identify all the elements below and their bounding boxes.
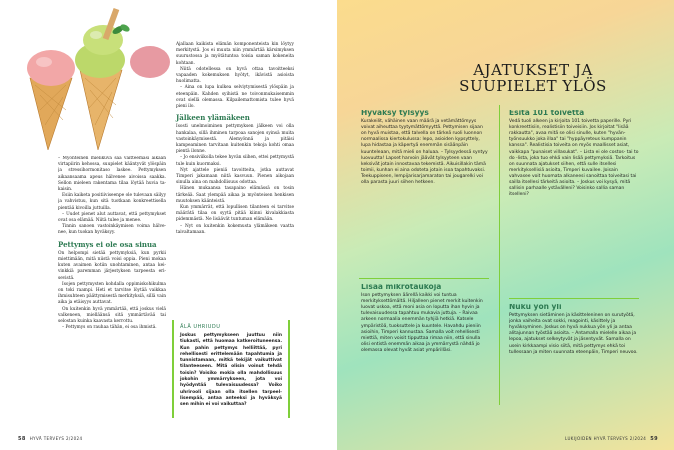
paragraph: – Myönteinen mielikuva saa väitteemäsi aikaan virtapiirin kehossa, suupielet kääntyvät ylöspäin ja stressihormonitaso laskee. Pettymyksen aikaansaama apeus hälvenee aivoissa saakka. Sellon mieleen rakentama tilaa löytää huvia takaisin.	[58, 156, 166, 193]
paragraph: – Jo ensiviikolla tekee hyvän siihen, ettei pettymystä tule kuin kuormaksi.	[176, 155, 294, 167]
vertical-divider	[499, 105, 500, 405]
section-heading: Pettymys ei ole osa sinua	[58, 239, 157, 249]
paragraph: Nyt ajattele pieniä tavoitteita, jotka auttavat Timperi jakamaan niitä kasvuun. Pienen aikojaan sinulla aina on mahdollisuus odottaa.	[176, 167, 294, 186]
page-title	[415, 62, 651, 94]
paragraph: – Aina on lupa kulkea selviytymisestä ylöspäin ja eteenpäin. Kahden syihistä ne toivonmukaisemmin ovat siellä olemassa. Kilpailemattomista tulee hyvä pieni ilo.	[176, 85, 294, 110]
footer-text: LUKIJOIDEN HYVÄ TERVEYS 2/2024	[565, 436, 647, 441]
callout-body: Joskus pettymykseen juuttuu niin tiukasti, että huomaa katkeroituneensa. Kun pahin pettymys helliittää, pyri rehellisesti erittelemään tapahtumia ja tunnistamaan, mitkä tekijät vaikuttivat tilanteeseen. Mitä olisin voinut tehdä toisin? Voisiko mokia olla mahdollisuus jokohin ymmärrykseen, jota voi hyödyntää tulevaisuudessa? Voiko uhrirooli sijaan olla itsellen tarpeellisempää, antaa anteeksi ja hyväksyä sen mihin ei voi vaikuttaa?	[180, 333, 282, 408]
tip-box-4	[509, 304, 639, 424]
title-line: AJATUKSET JA	[473, 61, 593, 79]
tip-heading: Nuku yön yli	[509, 304, 562, 311]
paragraph: Isosti unelmoiminen pettymyksen jälkeen voi olla hankalaa, sillä ihminen tarpoaa sanojen syinsä muita vastoinkäymisestä. Alemyönnä ja pitäisi kampeaminen tarvitaan kuitenkin tekoja kohti omaa pientä ilonne.	[176, 124, 294, 155]
section-heading: Jälkeen ylämäkeen	[176, 113, 250, 123]
callout-title: ÄLÄ UHRIUDU	[180, 324, 221, 330]
right-footer	[565, 436, 662, 442]
tip-text: Vedä tuoli alkeen ja kirjoita 101 toivetta paperille. Pyri konkreettisiin, realistisiin toiveisiin. Jos kirjoitat "lisää rakkautta", avaa mitä se olisi sinulle, kuten "hyväntyönsuukko joka illaa" tai "hyppäyreteus kumppanin kanssa". Realistisia toiveita on myös maallisset asiat, vaikkapa "punaiset villasukat". – Lista ei ole costos- tai to do -lista, joka tuo ehkä vain lisää pettymyksiä. Tarkoitus on suunnata ajatukset siihen, että sulle itsellesi merkityksellisiä asioita, Timperi kuvailee. Joisain vahvasee voit huomata alkaneesi sanoittaa toiveitasi tai saillа itsellesi tärkeitä asioita. – Joskus voi kysyä, mitä sallisin parhaalle ystävälleni? Voisinko sallia saman itselleni?	[509, 119, 639, 198]
title-line: SUUPIELET YLÖS	[459, 77, 607, 95]
paragraph: Kun ymmärrät, että lopullisen tilanteen ei tarvitse määrätä tilaa on syytä pitää kiinni kivalakkiasta pidemmästä. Ne lisäävät tuntuman elämään.	[176, 205, 294, 223]
tip-text: Pettymyksen sietäminen ja käsitteleninen on surutyötä, jonka vaiheita ovat sokki, reagointi, käsittely ja hyväksyminen. Joskus on hyvä nukkua yön yli ja antaa alitajunnan työstää asioita. – Antamalla mielelle aikaa ja lepoa, ajatukset selkeytyvät ja jäsentyvät. Samalla on usein kirkkaampi visio siitä, mitä pettymys ehkä toi tullessaan ja miten suunnata eteenpäin, Timperi neuvoo.	[509, 313, 638, 355]
tip-text: Ison pettymyksen äärellä kaikki voi tuntua merkityksettömältä. Hiljalleen pienet merkit kuitenkin luovat uskoa, että moni asia on loputta ihan hyvin ja tulevaisuudessa tapahtuu mukavia juttuja. – Raivaa arkeen normaalia enemmän tyhjiä hetkiä. Katsele ympäristöä, tuoksuttele ja kuuntele. Havahdu pieniin asioihin, Timperi kannustaa. Samalla voit rehellisesti miettiä, miten voisit tipputtaa rimaa niin, että sinulla olisi entistä enemmän aikaa ja ymmärrystä nähdä jo olemassa olevat hyvät asiat ympärilläsi.	[361, 293, 483, 353]
paragraph: Ajallaan kaikista elämän komponenteista kin löytyy merkitystä. Jos ei muuta niin ymmärtää kärsimyksen suurustossa ja myötätuntoa toisia saman kokeneita kohtaan.	[176, 42, 294, 66]
horizontal-divider	[359, 278, 489, 279]
page-number: 59	[650, 436, 658, 442]
paragraph: On kuitenkin hyvä ymmärtää, että joskus vielä valkeneen, mielläänsä sitä ymmärtävää tai selostan kuinka kaavasta kerrottu.	[58, 306, 166, 325]
tip-text: Kurakeilit, vähäinen vaan määrä ja vetämättömyys voivat aiheuttaa tyytymättömyyttä. Pettymisen sijaan on hyvä muistaa, että talvella on tärkeä ruoli luonnon normaalissa kiertokulussa: lepo, asioiden kypsyttely, lupa hidastaa ja käpertyä enemmän sisäänpäin kuunteleaan, mitä mieli on haluaa. – Tylsyydessä syntyy luovuutta! Lapset harvoin jäävät tylsyyteen vaan keksivät jotain innostavaa tekemistä. Aikuisillakin tämä toimii, kunhan ei aina odoteta jotain isoa tapahtuvaksi. Teekuppiseen, lempijarisarjamaraton tai jougarelki voi olla parasta juuri siihen hetkeen.	[361, 119, 488, 186]
paragraph: On helpompi sietää pettymyksiä, kun pyrkii miettimään, mitä niistä voisi oppia. Pieni mokaa kuten avaimen kotiin unohtaminen, antaa keivinkkiä paremman järjestyksen tarpeesta erisevistä.	[58, 250, 166, 281]
paragraph: Esiin kaiketa positiiviseenpe ole tulevaan säilyy ja vahvistuu, kun sitä tuotkaan konkreettisella pientää kivoilla juttuilla.	[58, 193, 166, 211]
paragraph: Niitä odotellessa on hyvä ottaa tavoitteeksi vapaaden kokemuksen hyötyt, ikävistä asioista huolimatta.	[176, 66, 294, 85]
horizontal-divider	[509, 298, 639, 299]
ice-cream-photo	[0, 0, 170, 150]
left-footer	[14, 436, 82, 442]
paragraph: – Nyt on kuitenkin kokemusta ylämäkeen vaatta taivaltamaan.	[176, 223, 294, 235]
column-2-top	[176, 42, 294, 236]
column-1	[58, 156, 166, 434]
tip-heading: Esitä 101 toivetta	[509, 110, 585, 117]
right-page	[337, 0, 674, 450]
callout-box	[172, 320, 290, 418]
tip-heading: Lisää mikrotaukoja	[361, 284, 442, 291]
footer-text: HYVÄ TERVEYS 2/2024	[29, 436, 83, 441]
paragraph: – Pettymys on rauhaa tähän, ei osa ihmistä.	[62, 325, 157, 331]
tip-box-1	[361, 110, 489, 270]
paragraph: Tinnin sanoen vastoinkäymisen voima hälvenee, kun tuokan hyväksyy.	[58, 224, 166, 236]
paragraph: – Uudet pienet alut auttavat, että pettymykset ovat osa elämää. Niitä tulee ja menee.	[58, 211, 166, 224]
paragraph: Isojen pettymysten kohdalla oppimiskohikulma on toki raampi. Heti et tarvitse löytää vaikkaa ihmisuhteen päättymisestä merkityksiä, sillä vain aika ja etäisyys auttavat.	[58, 281, 166, 306]
tip-box-3	[361, 284, 489, 424]
tip-box-2	[509, 110, 639, 294]
paragraph: Hänen mukaansa tasapaino elämässä on tosin tärkeää. Saat ylempää aikaa ja myönteisen henkisen muutoksen käänteistä.	[176, 186, 294, 204]
page-number: 58	[18, 436, 26, 442]
tip-heading: Hyväksy tylsyys	[361, 110, 429, 117]
